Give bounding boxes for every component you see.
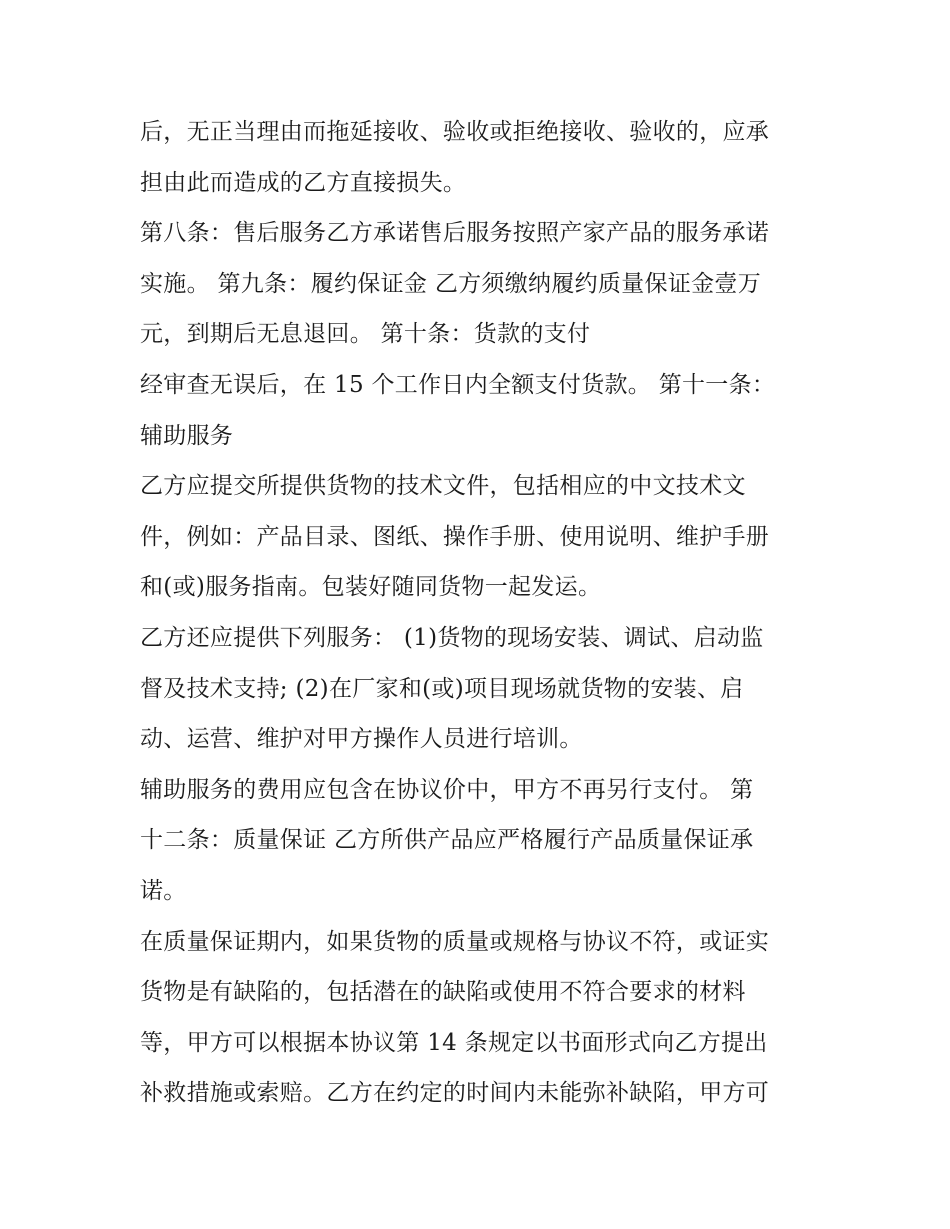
- text-line: 经审查无误后，在 15 个工作日内全额支付货款。 第十一条：: [140, 371, 776, 398]
- text-line: 辅助服务的费用应包含在协议价中，甲方不再另行支付。 第: [140, 776, 754, 803]
- text-line: 等，甲方可以根据本协议第 14 条规定以书面形式向乙方提出: [140, 1029, 768, 1056]
- contract-body-text: [140, 107, 820, 1119]
- text-line: 乙方应提交所提供货物的技术文件，包括相应的中文技术文: [140, 473, 746, 500]
- text-line: 后，无正当理由而拖延接收、验收或拒绝接收、验收的，应承: [140, 119, 770, 145]
- text-line: 辅助服务: [140, 422, 234, 449]
- text-line: 件，例如：产品目录、图纸、操作手册、使用说明、维护手册: [140, 523, 770, 550]
- text-line: 实施。 第九条：履约保证金 乙方须缴纳履约质量保证金壹万: [140, 270, 762, 297]
- text-line: 动、运营、维护对甲方操作人员进行培训。: [140, 726, 583, 753]
- text-line: 第八条：售后服务乙方承诺售后服务按照产家产品的服务承诺: [140, 220, 770, 247]
- text-line: 补救措施或索赔。乙方在约定的时间内未能弥补缺陷，甲方可: [140, 1080, 770, 1107]
- text-line: 担由此而造成的乙方直接损失。: [140, 169, 467, 196]
- text-line: 在质量保证期内，如果货物的质量或规格与协议不符，或证实: [140, 928, 770, 955]
- text-line: 乙方还应提供下列服务： (1)货物的现场安装、调试、启动监: [140, 624, 764, 651]
- text-line: 货物是有缺陷的，包括潜在的缺陷或使用不符合要求的材料: [140, 979, 746, 1006]
- text-line: 督及技术支持; (2)在厂家和(或)项目现场就货物的安装、启: [140, 675, 744, 702]
- text-line: 诺。: [140, 877, 187, 904]
- text-line: 元，到期后无息退回。 第十条：货款的支付: [140, 321, 591, 348]
- text-line: 十二条：质量保证 乙方所供产品应严格履行产品质量保证承: [140, 827, 754, 854]
- text-line: 和(或)服务指南。包装好随同货物一起发运。: [140, 574, 602, 601]
